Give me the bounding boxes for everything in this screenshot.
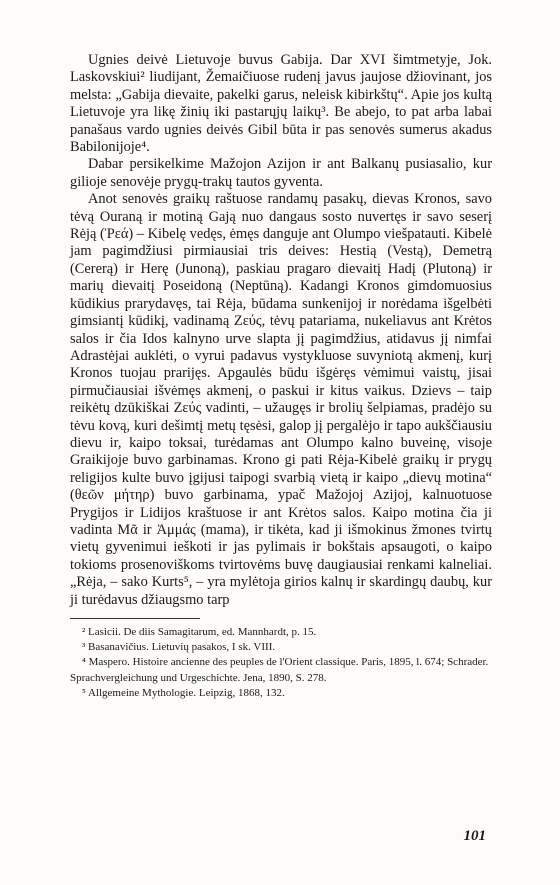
page-body bbox=[70, 52, 492, 701]
footnote-3: ³ Basanavičius. Lietuvių pasakos, I sk. VIII. bbox=[82, 641, 276, 654]
footnote-4: ⁴ Maspero. Histoire ancienne des peuples de l'Orient classique. Paris, 1895, l. 674; Schrader. Sprachvergleichung und Urgeschichte. Jena, 1890, S. 278. bbox=[70, 656, 489, 684]
footnote-2: ² Lasicii. De diis Samagitarum, ed. Mannhardt, p. 15. bbox=[82, 626, 317, 638]
paragraph-gabija: Ugnies deivė Lietuvoje buvus Gabija. Dar XVI šimtmetyje, Jok. Laskovskiui² liudijant, Žemaičiuose rudenį javus jaujose džiovinant, jos melsta: „Gabija dievaite, pakelki garus, neleisk kibirkštų“. Apie jos kultą Lietuvoje yra likę žinių iki pastarųjų laikų³. Be abejo, to pat arba labai panašaus vardo ugnies deivės Gibil būta ir pas senovės sumerus akadus Babilonijoje⁴. bbox=[70, 52, 492, 156]
paragraph-asia-minor: Dabar persikelkime Mažojon Azijon ir ant Balkanų pusiasalio, kur gilioje senovėje prygų-trakų tautos gyventa. bbox=[70, 156, 492, 190]
page-number: 101 bbox=[463, 828, 486, 844]
footnote-5: ⁵ Allgemeine Mythologie. Leipzig, 1868, 132. bbox=[82, 686, 285, 699]
footnote-divider bbox=[70, 618, 200, 619]
paragraph-kronos: Anot senovės graikų raštuose randamų pasakų, dievas Kronos, savo tėvą Ouraną ir motiną Gają nuo dangaus sosto nuvertęs ir savo seserį Rėją (Ῥεά) – Kibelę vedęs, ėmęs danguje ant Olumpo viešpatauti. Kibelė jam pagimdžiusi pirmiausiai tris deives: Hestią (Vestą), Demetrą (Cererą) ir Herę (Junoną), paskiau pragaro dievaitį Hadį (Plutoną) ir marių dievaitį Poseidoną (Neptūną). Kadangi Kronos gimdomuosius kūdikius prarydavęs, tai Rėja, būdama sunkenijoj ir norėdama išgelbėti gimsiantį kūdikį, vadinamą Ζεύς, tėvų patariama, nukeliavus ant Krėtos salos ir čia Idos kalnyno urve slapta jį pagimdžius, atidavus jį nimfai Adrastėjai auklėti, o vyrui padavus vystykluose suvyniotą akmenį, kurį Kronos tuojau prarijęs. Apgaulės būdu išgėręs vėmimui vaistų, jisai pirmučiausiai išvėmęs akmenį, o paskui ir kitus vaikus. Dzievs – taip reikėtų dzūkiškai Ζεύς vadinti, – užaugęs ir brolių šelpiamas, pradėjo su tėvu kovą, kuri dešimtį metų tęsėsi, galop jį pergalėjo ir tapo aukščiausiu dievu ir, kaipo toksai, turėdamas ant Olumpo kalno buveinę, visoje Graikijoje buvo garbinamas. Krono gi pati Rėja-Kibelė graikų ir prygų religijos kulte buvo įgijusi taipogi svarbią vietą ir kaipo „dievų motina“ (θεῶν μήτηρ) buvo garbinama, ypač Mažojoj Azijoj, kalnuotuose Prygijos ir Lidijos kraštuose ir ant Krėtos salos. Kaipo motina čia ji vadinta Μᾶ ir Ἀμμάς (mama), ir tikėta, kad ji išmokinus žmones tvirtų vietų gyvenimui ieškoti ir jas pylimais ir bokštais apsaugoti, o kaipo tokioms prosenoviškoms tvirtovėms buvę daugiausiai renkami kalneliai. „Rėja, – sako Kurts⁵, – yra mylėtoja girios kalnų ir skardingų daubų, kur ji turėdavus džiaugsmo tarp bbox=[70, 191, 492, 608]
